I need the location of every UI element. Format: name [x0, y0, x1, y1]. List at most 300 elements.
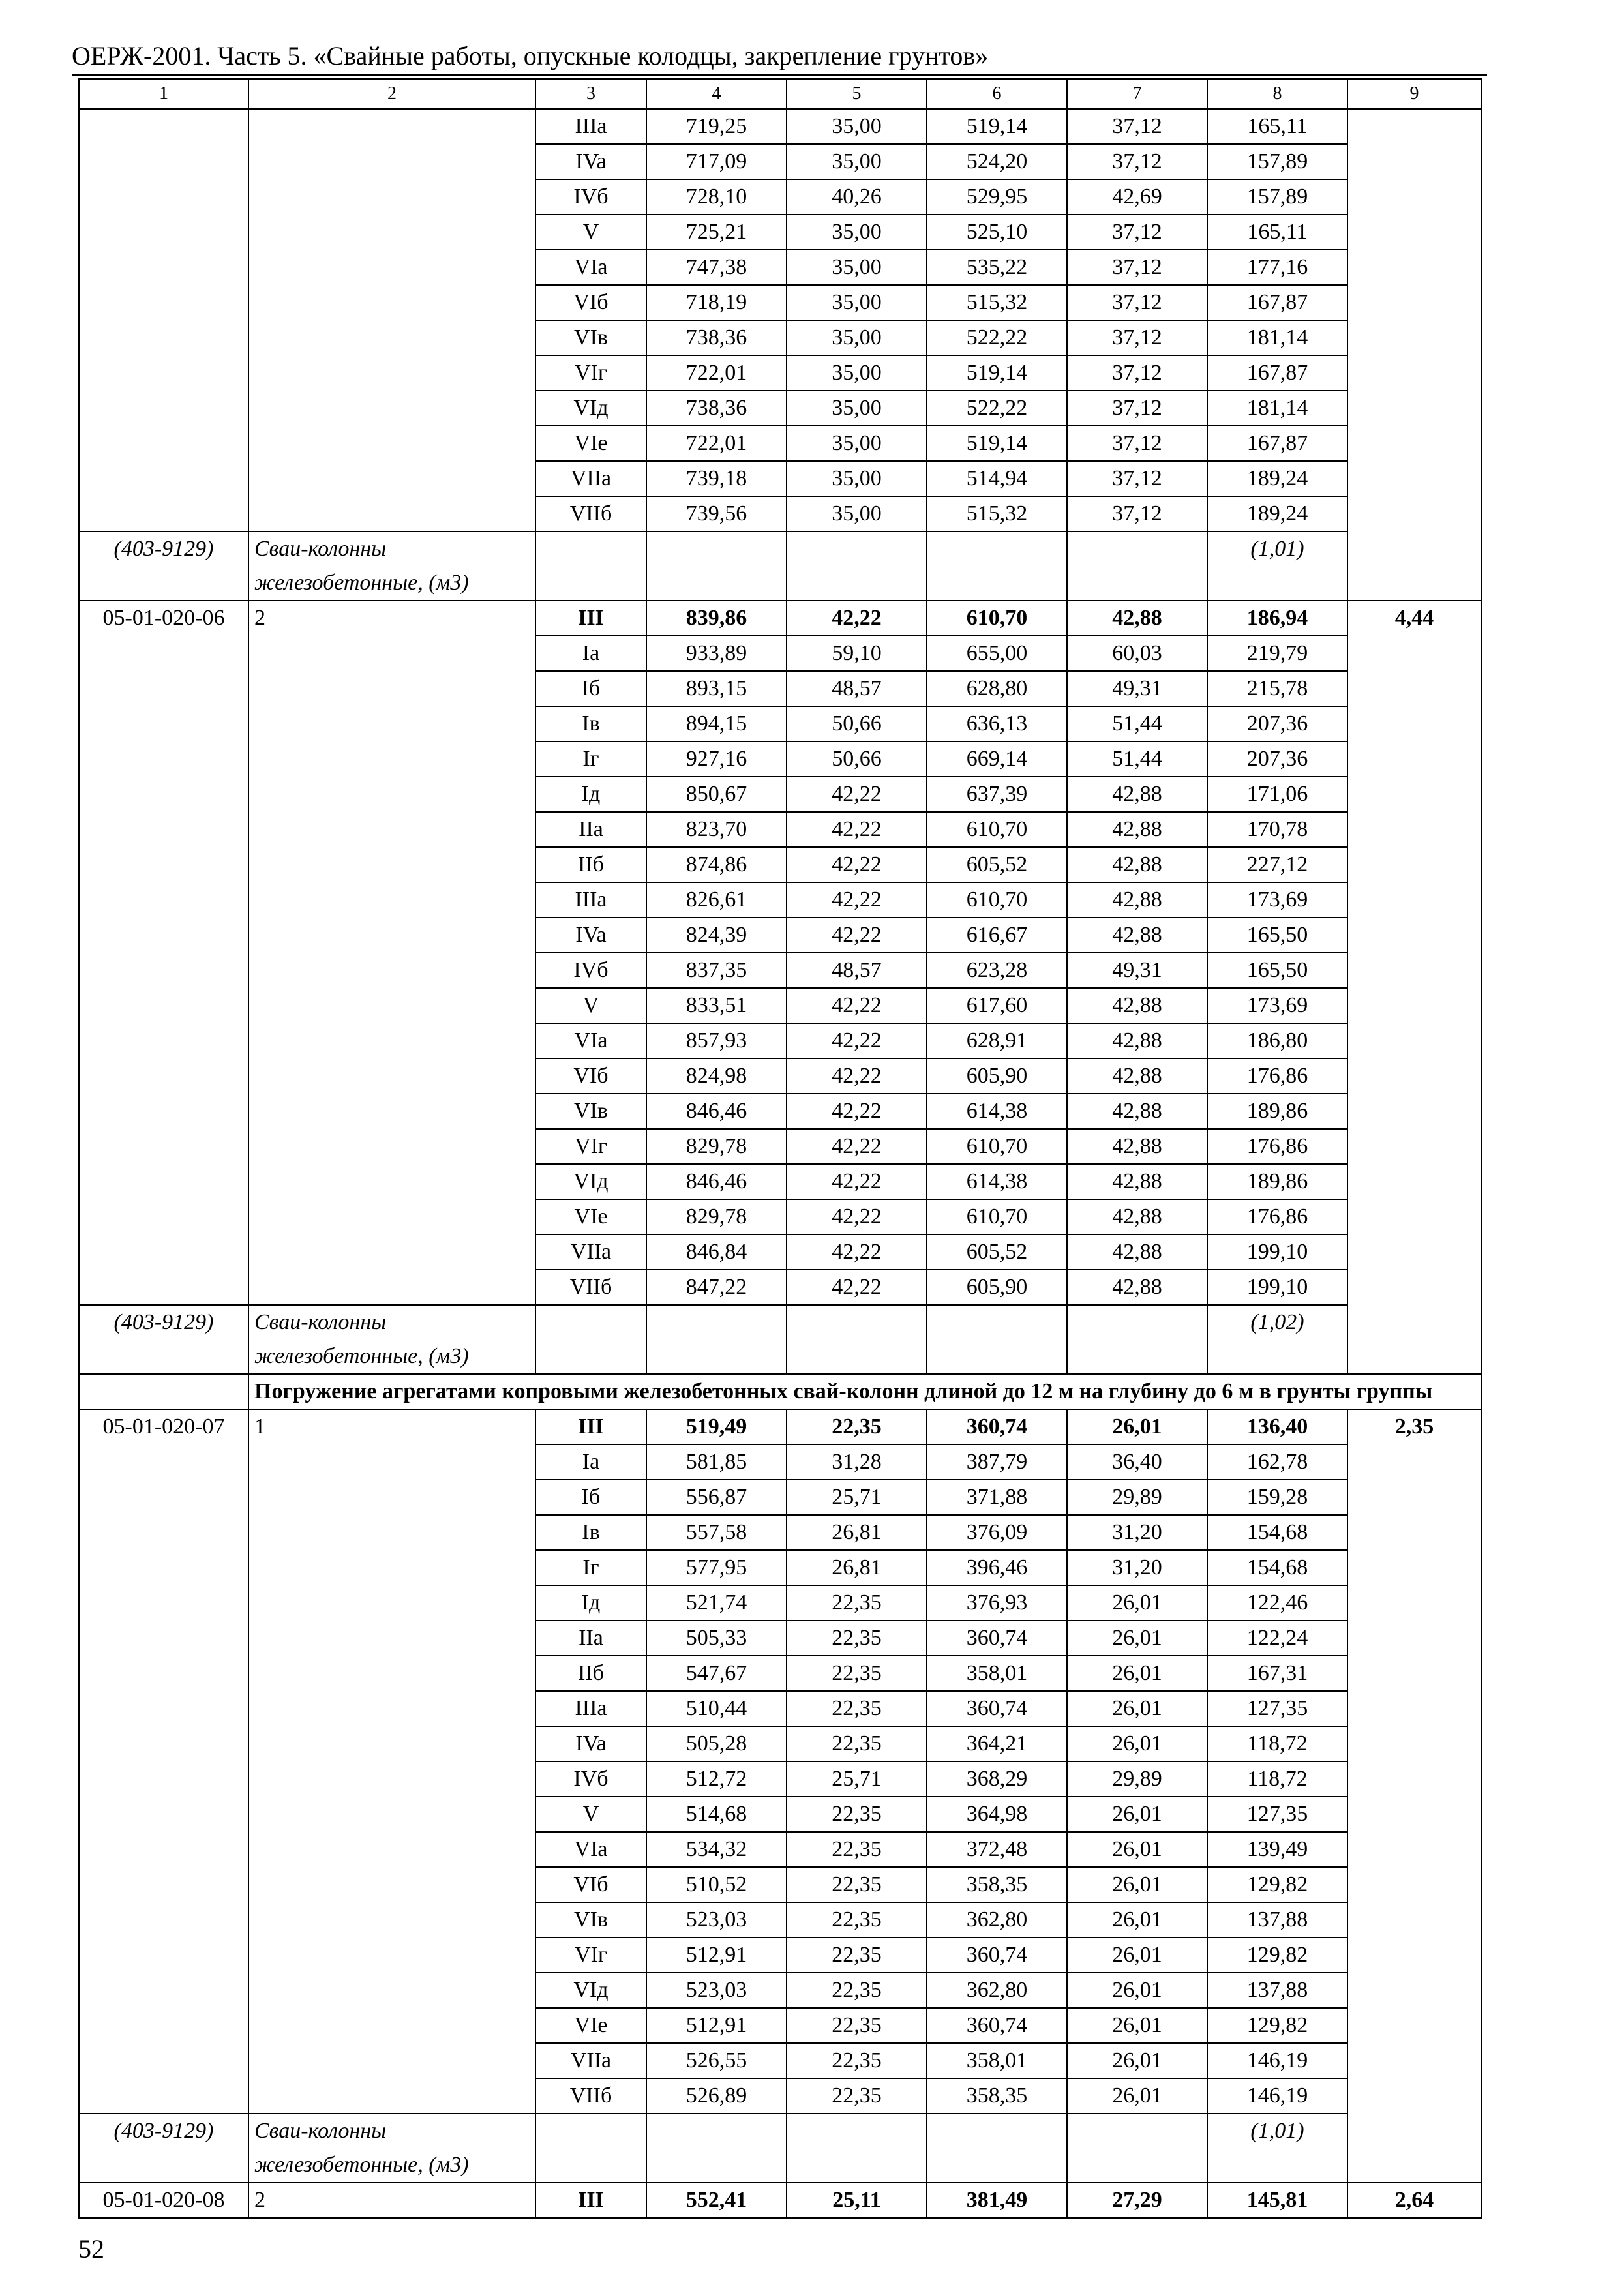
value-cell: 171,06	[1207, 777, 1347, 812]
value-cell: 614,38	[927, 1094, 1067, 1129]
code-cell: 05-01-020-06	[79, 601, 248, 1305]
soil-group-cell: IIa	[535, 812, 646, 847]
value-cell: 42,22	[787, 1199, 927, 1234]
value-cell: 42,88	[1067, 812, 1207, 847]
value-cell: 833,51	[646, 988, 787, 1023]
value-cell: 181,14	[1207, 391, 1347, 426]
value-cell: 139,49	[1207, 1832, 1347, 1867]
soil-group-cell: IIб	[535, 1656, 646, 1691]
value-cell: 22,35	[787, 1585, 927, 1621]
value-cell: 515,32	[927, 285, 1067, 320]
value-cell: 35,00	[787, 250, 927, 285]
reference-coefficient: (1,02)	[1207, 1305, 1347, 1374]
table-row	[79, 109, 1481, 144]
value-cell: 535,22	[927, 250, 1067, 285]
value-cell: 146,19	[1207, 2043, 1347, 2078]
value-cell: 358,35	[927, 2078, 1067, 2114]
value-cell: 189,86	[1207, 1164, 1347, 1199]
value-cell: 35,00	[787, 320, 927, 355]
column-number: 5	[787, 79, 927, 109]
value-cell: 215,78	[1207, 671, 1347, 706]
value-cell: 824,39	[646, 918, 787, 953]
value-cell: 514,68	[646, 1797, 787, 1832]
value-cell: 154,68	[1207, 1550, 1347, 1585]
empty-cell	[1067, 1305, 1207, 1374]
value-cell: 360,74	[927, 1409, 1067, 1444]
value-cell: 927,16	[646, 741, 787, 777]
value-cell: 557,58	[646, 1515, 787, 1550]
value-cell: 719,25	[646, 109, 787, 144]
value-cell: 26,01	[1067, 1867, 1207, 1902]
value-cell: 358,01	[927, 1656, 1067, 1691]
value-cell: 605,52	[927, 1234, 1067, 1270]
value-cell: 29,89	[1067, 1480, 1207, 1515]
value-cell: 42,22	[787, 882, 927, 918]
value-cell: 42,22	[787, 918, 927, 953]
value-cell: 605,90	[927, 1058, 1067, 1094]
value-cell: 26,01	[1067, 1902, 1207, 1937]
reference-coefficient: (1,01)	[1207, 531, 1347, 601]
value-cell: 505,33	[646, 1621, 787, 1656]
value-cell: 364,21	[927, 1726, 1067, 1761]
reference-code: (403-9129)	[79, 1305, 248, 1374]
value-cell: 49,31	[1067, 953, 1207, 988]
soil-group-cell: IVб	[535, 179, 646, 215]
soil-group-cell: VIг	[535, 1129, 646, 1164]
value-cell: 42,88	[1067, 1199, 1207, 1234]
value-cell: 157,89	[1207, 144, 1347, 179]
soil-group-cell: VIIб	[535, 496, 646, 531]
value-cell: 360,74	[927, 1691, 1067, 1726]
value-cell: 50,66	[787, 706, 927, 741]
soil-group-cell: IVa	[535, 1726, 646, 1761]
value-cell: 26,01	[1067, 1656, 1207, 1691]
reference-name: Сваи-колонны железобетонные, (м3)	[248, 1305, 535, 1374]
value-cell: 360,74	[927, 2008, 1067, 2043]
soil-group-cell: VIв	[535, 1902, 646, 1937]
soil-group-cell: Iв	[535, 1515, 646, 1550]
value-cell: 165,50	[1207, 953, 1347, 988]
value-cell: 610,70	[927, 1129, 1067, 1164]
value-cell: 26,01	[1067, 2078, 1207, 2114]
labor-cell	[1347, 109, 1481, 601]
soil-group-cell: VIв	[535, 320, 646, 355]
reference-row	[79, 531, 1481, 601]
value-cell: 22,35	[787, 2043, 927, 2078]
soil-group-cell: IIб	[535, 847, 646, 882]
column-number: 7	[1067, 79, 1207, 109]
value-cell: 523,03	[646, 1973, 787, 2008]
value-cell: 722,01	[646, 426, 787, 461]
value-cell: 42,88	[1067, 1023, 1207, 1058]
value-cell: 514,94	[927, 461, 1067, 496]
value-cell: 717,09	[646, 144, 787, 179]
soil-group-cell: Iб	[535, 671, 646, 706]
value-cell: 718,19	[646, 285, 787, 320]
value-cell: 529,95	[927, 179, 1067, 215]
value-cell: 186,80	[1207, 1023, 1347, 1058]
value-cell: 42,69	[1067, 179, 1207, 215]
soil-group-cell: VIе	[535, 1199, 646, 1234]
value-cell: 26,81	[787, 1550, 927, 1585]
value-cell: 26,01	[1067, 1409, 1207, 1444]
value-cell: 362,80	[927, 1902, 1067, 1937]
empty-cell	[927, 1305, 1067, 1374]
soil-group-cell: IIIa	[535, 109, 646, 144]
empty-cell	[646, 2114, 787, 2183]
value-cell: 219,79	[1207, 636, 1347, 671]
soil-group-cell: Iб	[535, 1480, 646, 1515]
value-cell: 396,46	[927, 1550, 1067, 1585]
value-cell: 22,35	[787, 1937, 927, 1973]
group-cell: 1	[248, 1409, 535, 2114]
value-cell: 552,41	[646, 2183, 787, 2218]
soil-group-cell: Iг	[535, 741, 646, 777]
value-cell: 522,22	[927, 320, 1067, 355]
value-cell: 368,29	[927, 1761, 1067, 1797]
value-cell: 157,89	[1207, 179, 1347, 215]
value-cell: 617,60	[927, 988, 1067, 1023]
code-cell	[79, 109, 248, 531]
value-cell: 26,01	[1067, 1726, 1207, 1761]
value-cell: 510,44	[646, 1691, 787, 1726]
value-cell: 512,91	[646, 2008, 787, 2043]
column-number: 6	[927, 79, 1067, 109]
value-cell: 42,22	[787, 1058, 927, 1094]
soil-group-cell: VIд	[535, 1164, 646, 1199]
value-cell: 50,66	[787, 741, 927, 777]
value-cell: 728,10	[646, 179, 787, 215]
value-cell: 616,67	[927, 918, 1067, 953]
value-cell: 37,12	[1067, 320, 1207, 355]
value-cell: 846,84	[646, 1234, 787, 1270]
value-cell: 165,50	[1207, 918, 1347, 953]
group-cell	[248, 109, 535, 531]
empty-cell	[927, 531, 1067, 601]
value-cell: 358,01	[927, 2043, 1067, 2078]
value-cell: 610,70	[927, 1199, 1067, 1234]
labor-cell: 2,64	[1347, 2183, 1481, 2218]
value-cell: 42,22	[787, 1164, 927, 1199]
value-cell: 127,35	[1207, 1797, 1347, 1832]
value-cell: 524,20	[927, 144, 1067, 179]
soil-group-cell: VIе	[535, 426, 646, 461]
value-cell: 933,89	[646, 636, 787, 671]
empty-cell	[79, 1374, 248, 1409]
value-cell: 610,70	[927, 882, 1067, 918]
value-cell: 893,15	[646, 671, 787, 706]
value-cell: 31,20	[1067, 1515, 1207, 1550]
soil-group-cell: VIг	[535, 355, 646, 391]
value-cell: 823,70	[646, 812, 787, 847]
value-cell: 137,88	[1207, 1902, 1347, 1937]
soil-group-cell: VIд	[535, 1973, 646, 2008]
soil-group-cell: IVa	[535, 144, 646, 179]
value-cell: 747,38	[646, 250, 787, 285]
value-cell: 371,88	[927, 1480, 1067, 1515]
value-cell: 515,32	[927, 496, 1067, 531]
empty-cell	[927, 2114, 1067, 2183]
soil-group-cell: VIе	[535, 2008, 646, 2043]
value-cell: 118,72	[1207, 1761, 1347, 1797]
value-cell: 22,35	[787, 1832, 927, 1867]
value-cell: 29,89	[1067, 1761, 1207, 1797]
value-cell: 577,95	[646, 1550, 787, 1585]
value-cell: 526,89	[646, 2078, 787, 2114]
value-cell: 534,32	[646, 1832, 787, 1867]
value-cell: 189,24	[1207, 461, 1347, 496]
soil-group-cell: VIIa	[535, 461, 646, 496]
rates-table	[78, 78, 1482, 2219]
value-cell: 847,22	[646, 1270, 787, 1305]
value-cell: 51,44	[1067, 706, 1207, 741]
value-cell: 26,01	[1067, 1621, 1207, 1656]
header-rule	[72, 74, 1487, 76]
section-title-row	[79, 1374, 1481, 1409]
value-cell: 35,00	[787, 109, 927, 144]
value-cell: 59,10	[787, 636, 927, 671]
value-cell: 525,10	[927, 215, 1067, 250]
value-cell: 189,24	[1207, 496, 1347, 531]
value-cell: 227,12	[1207, 847, 1347, 882]
value-cell: 636,13	[927, 706, 1067, 741]
value-cell: 199,10	[1207, 1270, 1347, 1305]
soil-group-cell: Ia	[535, 636, 646, 671]
value-cell: 739,56	[646, 496, 787, 531]
value-cell: 40,26	[787, 179, 927, 215]
soil-group-cell: V	[535, 988, 646, 1023]
soil-group-cell: III	[535, 2183, 646, 2218]
value-cell: 37,12	[1067, 250, 1207, 285]
value-cell: 26,01	[1067, 2008, 1207, 2043]
soil-group-cell: Iд	[535, 777, 646, 812]
value-cell: 154,68	[1207, 1515, 1347, 1550]
value-cell: 22,35	[787, 1409, 927, 1444]
value-cell: 655,00	[927, 636, 1067, 671]
value-cell: 637,39	[927, 777, 1067, 812]
value-cell: 129,82	[1207, 1867, 1347, 1902]
value-cell: 37,12	[1067, 426, 1207, 461]
reference-name: Сваи-колонны железобетонные, (м3)	[248, 531, 535, 601]
value-cell: 839,86	[646, 601, 787, 636]
value-cell: 42,22	[787, 1129, 927, 1164]
column-number: 1	[79, 79, 248, 109]
column-number: 4	[646, 79, 787, 109]
value-cell: 159,28	[1207, 1480, 1347, 1515]
empty-cell	[1067, 531, 1207, 601]
value-cell: 523,03	[646, 1902, 787, 1937]
value-cell: 850,67	[646, 777, 787, 812]
soil-group-cell: VIб	[535, 1058, 646, 1094]
value-cell: 42,22	[787, 1270, 927, 1305]
column-number: 8	[1207, 79, 1347, 109]
value-cell: 42,88	[1067, 918, 1207, 953]
value-cell: 42,88	[1067, 988, 1207, 1023]
soil-group-cell: IVб	[535, 953, 646, 988]
value-cell: 60,03	[1067, 636, 1207, 671]
value-cell: 623,28	[927, 953, 1067, 988]
empty-cell	[535, 1305, 646, 1374]
value-cell: 519,14	[927, 355, 1067, 391]
empty-cell	[1067, 2114, 1207, 2183]
value-cell: 36,40	[1067, 1444, 1207, 1480]
value-cell: 522,22	[927, 391, 1067, 426]
soil-group-cell: VIIa	[535, 1234, 646, 1270]
value-cell: 31,28	[787, 1444, 927, 1480]
soil-group-cell: Ia	[535, 1444, 646, 1480]
value-cell: 42,88	[1067, 1164, 1207, 1199]
value-cell: 22,35	[787, 1691, 927, 1726]
value-cell: 846,46	[646, 1164, 787, 1199]
value-cell: 725,21	[646, 215, 787, 250]
value-cell: 42,88	[1067, 1094, 1207, 1129]
value-cell: 49,31	[1067, 671, 1207, 706]
value-cell: 519,49	[646, 1409, 787, 1444]
value-cell: 37,12	[1067, 109, 1207, 144]
value-cell: 27,29	[1067, 2183, 1207, 2218]
empty-cell	[535, 531, 646, 601]
value-cell: 610,70	[927, 812, 1067, 847]
value-cell: 581,85	[646, 1444, 787, 1480]
value-cell: 547,67	[646, 1656, 787, 1691]
value-cell: 556,87	[646, 1480, 787, 1515]
value-cell: 167,87	[1207, 426, 1347, 461]
value-cell: 25,11	[787, 2183, 927, 2218]
soil-group-cell: V	[535, 1797, 646, 1832]
value-cell: 874,86	[646, 847, 787, 882]
labor-cell: 2,35	[1347, 1409, 1481, 2183]
soil-group-cell: IIa	[535, 1621, 646, 1656]
value-cell: 173,69	[1207, 882, 1347, 918]
value-cell: 42,88	[1067, 601, 1207, 636]
value-cell: 837,35	[646, 953, 787, 988]
soil-group-cell: VIIб	[535, 2078, 646, 2114]
value-cell: 42,22	[787, 847, 927, 882]
soil-group-cell: VIa	[535, 1832, 646, 1867]
value-cell: 722,01	[646, 355, 787, 391]
value-cell: 739,18	[646, 461, 787, 496]
value-cell: 26,01	[1067, 1832, 1207, 1867]
column-number: 3	[535, 79, 646, 109]
reference-row	[79, 2114, 1481, 2183]
page-header: ОЕРЖ-2001. Часть 5. «Свайные работы, опускные колодцы, закрепление грунтов»	[72, 41, 989, 70]
value-cell: 510,52	[646, 1867, 787, 1902]
value-cell: 37,12	[1067, 144, 1207, 179]
value-cell: 22,35	[787, 2008, 927, 2043]
soil-group-cell: VIIa	[535, 2043, 646, 2078]
value-cell: 526,55	[646, 2043, 787, 2078]
section-title: Погружение агрегатами копровыми железобетонных свай-колонн длиной до 12 м на глубину до 6 м в грунты группы	[248, 1374, 1481, 1409]
value-cell: 610,70	[927, 601, 1067, 636]
group-cell: 2	[248, 601, 535, 1305]
value-cell: 519,14	[927, 109, 1067, 144]
value-cell: 505,28	[646, 1726, 787, 1761]
value-cell: 42,22	[787, 812, 927, 847]
reference-row	[79, 1305, 1481, 1374]
value-cell: 738,36	[646, 320, 787, 355]
value-cell: 364,98	[927, 1797, 1067, 1832]
rates-table-body	[79, 79, 1481, 2218]
value-cell: 614,38	[927, 1164, 1067, 1199]
value-cell: 26,01	[1067, 1797, 1207, 1832]
value-cell: 51,44	[1067, 741, 1207, 777]
value-cell: 37,12	[1067, 391, 1207, 426]
reference-coefficient: (1,01)	[1207, 2114, 1347, 2183]
value-cell: 122,24	[1207, 1621, 1347, 1656]
value-cell: 381,49	[927, 2183, 1067, 2218]
value-cell: 207,36	[1207, 741, 1347, 777]
value-cell: 22,35	[787, 1973, 927, 2008]
value-cell: 162,78	[1207, 1444, 1347, 1480]
value-cell: 376,09	[927, 1515, 1067, 1550]
value-cell: 26,01	[1067, 1691, 1207, 1726]
value-cell: 360,74	[927, 1937, 1067, 1973]
value-cell: 738,36	[646, 391, 787, 426]
soil-group-cell: Iв	[535, 706, 646, 741]
value-cell: 26,01	[1067, 1585, 1207, 1621]
value-cell: 42,88	[1067, 1129, 1207, 1164]
value-cell: 669,14	[927, 741, 1067, 777]
value-cell: 199,10	[1207, 1234, 1347, 1270]
value-cell: 512,72	[646, 1761, 787, 1797]
value-cell: 37,12	[1067, 285, 1207, 320]
value-cell: 628,80	[927, 671, 1067, 706]
value-cell: 129,82	[1207, 1937, 1347, 1973]
value-cell: 512,91	[646, 1937, 787, 1973]
value-cell: 42,22	[787, 988, 927, 1023]
value-cell: 48,57	[787, 953, 927, 988]
value-cell: 605,52	[927, 847, 1067, 882]
soil-group-cell: VIд	[535, 391, 646, 426]
value-cell: 35,00	[787, 215, 927, 250]
code-cell: 05-01-020-08	[79, 2183, 248, 2218]
value-cell: 25,71	[787, 1480, 927, 1515]
column-number: 2	[248, 79, 535, 109]
value-cell: 42,22	[787, 1023, 927, 1058]
value-cell: 372,48	[927, 1832, 1067, 1867]
empty-cell	[787, 531, 927, 601]
value-cell: 137,88	[1207, 1973, 1347, 2008]
value-cell: 42,22	[787, 1094, 927, 1129]
value-cell: 42,88	[1067, 777, 1207, 812]
soil-group-cell: VIa	[535, 250, 646, 285]
value-cell: 176,86	[1207, 1058, 1347, 1094]
value-cell: 824,98	[646, 1058, 787, 1094]
column-number-row	[79, 79, 1481, 109]
table-row	[79, 2183, 1481, 2218]
value-cell: 42,88	[1067, 1270, 1207, 1305]
value-cell: 42,22	[787, 1234, 927, 1270]
value-cell: 35,00	[787, 461, 927, 496]
soil-group-cell: IVб	[535, 1761, 646, 1797]
table-row	[79, 1409, 1481, 1444]
table-row	[79, 601, 1481, 636]
value-cell: 829,78	[646, 1129, 787, 1164]
value-cell: 376,93	[927, 1585, 1067, 1621]
soil-group-cell: Iд	[535, 1585, 646, 1621]
soil-group-cell: V	[535, 215, 646, 250]
value-cell: 22,35	[787, 1902, 927, 1937]
value-cell: 37,12	[1067, 496, 1207, 531]
value-cell: 22,35	[787, 1867, 927, 1902]
soil-group-cell: Iг	[535, 1550, 646, 1585]
value-cell: 26,01	[1067, 1973, 1207, 2008]
value-cell: 362,80	[927, 1973, 1067, 2008]
value-cell: 42,88	[1067, 1058, 1207, 1094]
soil-group-cell: III	[535, 601, 646, 636]
code-cell: 05-01-020-07	[79, 1409, 248, 2114]
value-cell: 35,00	[787, 355, 927, 391]
